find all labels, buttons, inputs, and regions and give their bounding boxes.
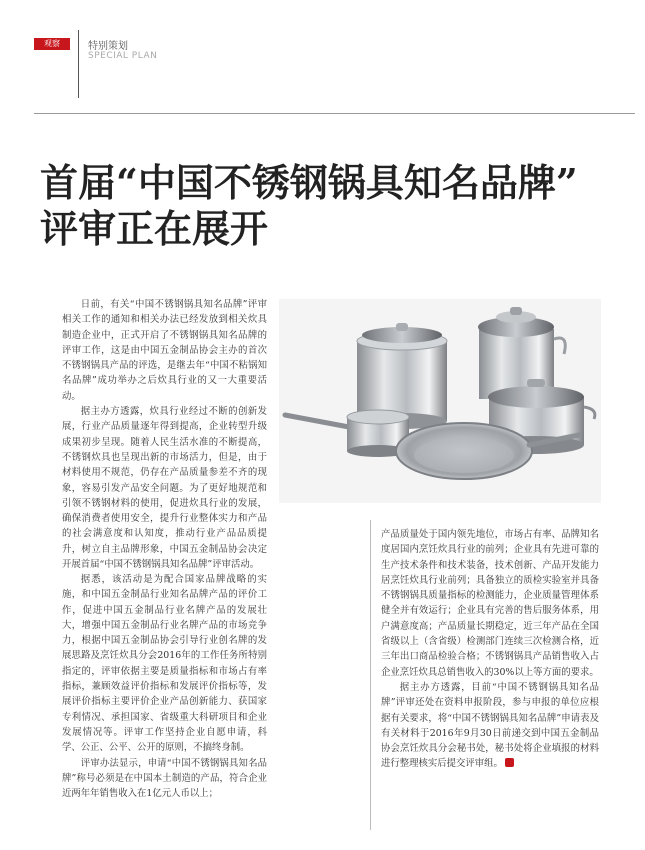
paragraph-3: 据悉，该活动是为配合国家品牌战略的实施，和中国五金制品行业知名品牌产品的评价工作，促进中国五金制品行业名牌产品的发展壮大，增强中国五金制品行业名牌产品的市场竞争力，根据中国五金制品协会引导行业创名牌的发展思路及烹饪炊具分会2016年的工作任务所特别指定的，评审依据主要是质量指标和市场占有率指标，兼顾效益评价指标和发展评价指标等，发展评价指标主要评价企业产品创新能力、获国家专利情况、承担国家、省级重大科研项目和企业发展情况等。评审工作坚持企业自愿申请，科学、公正、公平、公开的原则，不搞终身制。 xyxy=(62,574,267,754)
paragraph-2: 据主办方透露，炊具行业经过不断的创新发展，行业产品质量逐年得到提高，企业转型升级成果初步呈现。随着人民生活水准的不断提高，不锈钢炊具也呈现出新的市场活力，但是，由于材料使用不规范，仍存在产品质量参差不齐的现象，容易引发产品安全问题。为了更好地规范和引领不锈钢材料的使用，促进炊具行业的发展，确保消费者使用安全，提升行业整体实力和产品的社会满意度和认知度，推动行业产品品质提升，树立自主品牌形象，中国五金制品协会决定开展首届“中国不锈钢锅具知名品牌”评审活动。 xyxy=(62,406,267,571)
section-name: 特别策划 xyxy=(88,41,128,52)
column-divider xyxy=(370,520,371,830)
paragraph-4: 评审办法显示，申请“中国不锈钢锅具知名品牌”称号必须是在中国本土制造的产品，符合企业近两年年销售收入在1亿元人币以上； xyxy=(62,757,267,800)
cookware-photo xyxy=(279,299,601,503)
paragraph-5-text: 据主办方透露，目前“中国不锈钢锅具知名品牌”评审还处在资料申报阶段，参与申报的单位应根据有关要求，将“中国不锈钢锅具知名品牌”申请表及有关材料于2016年9月30日前递交到中国五金制品协会烹饪炊具分会秘书处，秘书处将企业填报的材料进行整理核实后提交评审组。 xyxy=(381,681,599,770)
saucepan xyxy=(285,410,409,457)
header-divider xyxy=(78,30,79,98)
body-column-right xyxy=(381,527,599,772)
header-rule xyxy=(34,113,635,114)
end-mark-icon xyxy=(505,758,514,767)
paragraph-5 xyxy=(381,680,599,772)
article-title xyxy=(40,160,630,252)
steamer-pot xyxy=(478,307,565,399)
paragraph-1: 日前，有关“中国不锈钢锅具知名品牌”评审相关工作的通知和相关办法已经发放到相关炊具制造企业中，正式开启了不锈钢锅具知名品牌的评审工作，这是由中国五金制品协会主办的首次不锈钢锅具产品的评选，是继去年“中国不粘锅知名品牌”成功举办之后炊具行业的又一大重要活动。 xyxy=(62,299,267,402)
title-line-2: 评审正在展开 xyxy=(40,206,269,251)
cookware-illustration xyxy=(279,299,601,503)
section-tag: 观察 xyxy=(34,38,70,50)
body-column-left xyxy=(62,572,267,801)
section-name-en: SPECIAL PLAN xyxy=(88,51,158,61)
body-column-left-top xyxy=(62,297,267,572)
paragraph-4-continued: 产品质量处于国内领先地位，市场占有率、品牌知名度居国内烹饪炊具行业的前列；企业具有先进可靠的生产技术条件和技术装备，技术创新、产品开发能力居烹饪炊具行业前列；具备独立的质检实验室并具备不锈钢锅具质量指标的检测能力，企业质量管理体系健全并有效运行；企业具有完善的售后服务体系，用户满意度高；产品质量长期稳定，近三年产品在全国省级以上（含省级）检测部门连续三次检测合格，近三年出口商品检验合格；不锈钢锅具产品销售收入占企业烹饪炊具总销售收入的30%以上等方面的要求。 xyxy=(381,529,599,678)
title-line-1: 首届“中国不锈钢锅具知名品牌” xyxy=(40,160,578,205)
